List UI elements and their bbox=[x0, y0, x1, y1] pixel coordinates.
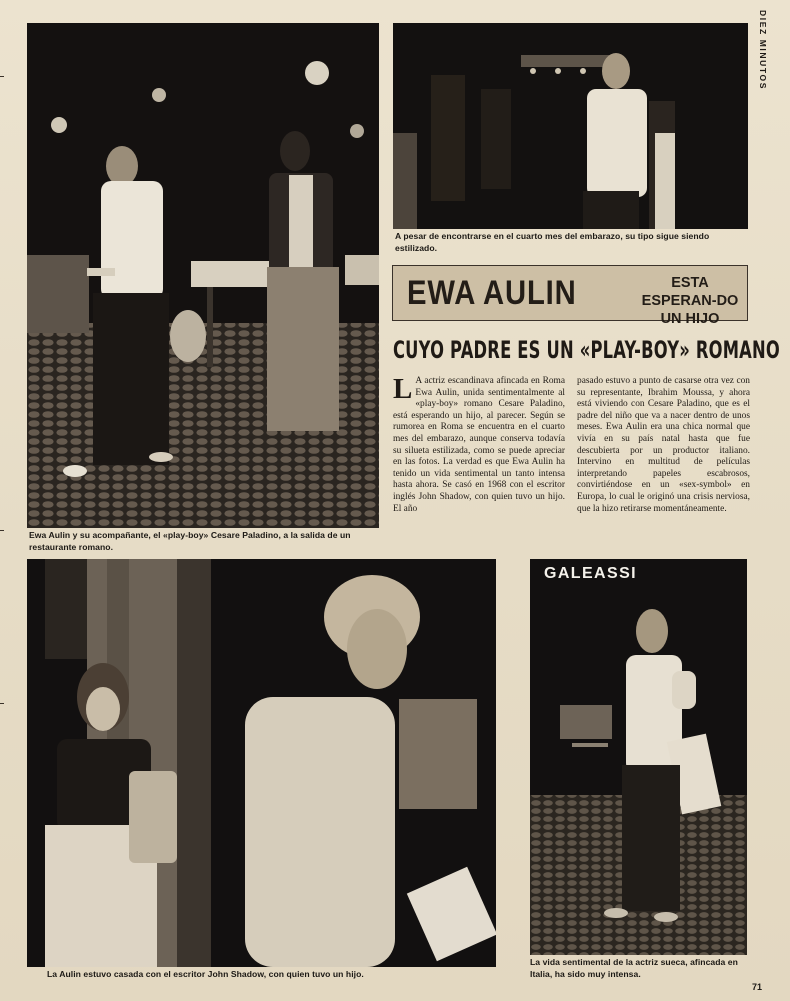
photo-street-night-image bbox=[393, 23, 748, 229]
margin-tick bbox=[0, 530, 4, 531]
photo-credit-galeassi: GALEASSI bbox=[544, 565, 637, 582]
photo-street-night bbox=[393, 23, 748, 229]
column-1-text: A actriz escandinava afincada en Roma Ewa Aulin, unida sentimentalmente al «play-boy» romano Cesare Paladino, está esperando un hijo, al parecer. Según se rumorea en Roma se encuentra en el cuarto mes del embarazo, aunque conserva todavía su silueta estilizada, como se puede apreciar en las fotos. La verdad es que Ewa Aulin ha tenido un vida sentimental un tanto intensa hasta ahora. Se casó en 1968 con el escritor inglés John Shadow, con quien tuvo un hijo. El año bbox=[393, 376, 565, 514]
photo-walking bbox=[530, 559, 747, 955]
article-column-1 bbox=[393, 373, 565, 515]
running-head: DIEZ MINUTOS bbox=[758, 10, 768, 90]
caption-bottom-right: La vida sentimental de la actriz sueca, afincada en Italia, ha sido muy intensa. bbox=[530, 957, 738, 979]
caption-bottom-left: La Aulin estuvo casada con el escritor John Shadow, con quien tuvo un hijo. bbox=[47, 969, 364, 979]
margin-tick bbox=[0, 703, 4, 704]
photo-doorway-image bbox=[27, 559, 496, 967]
photo-restaurant-exit bbox=[27, 23, 379, 528]
margin-tick bbox=[0, 76, 4, 77]
banner-subtitle: ESTA ESPERAN-DO UN HIJO bbox=[641, 275, 739, 327]
photo-restaurant-exit-image bbox=[27, 23, 379, 528]
article-banner bbox=[392, 265, 748, 327]
banner-actress-name: EWA AULIN bbox=[407, 274, 577, 312]
photo-doorway bbox=[27, 559, 496, 967]
page-number: 71 bbox=[752, 982, 763, 992]
article-column-2 bbox=[577, 376, 750, 515]
photo-walking-image bbox=[530, 559, 747, 955]
caption-top-right: A pesar de encontrarse en el cuarto mes del embarazo, su tipo sigue siendo estilizado. bbox=[395, 231, 710, 253]
headline: CUYO PADRE ES UN «PLAY-BOY» ROMANO bbox=[393, 336, 780, 364]
column-2-text: pasado estuvo a punto de casarse otra vez con su representante, Ibrahim Moussa, y ahora está viviendo con Cesare Paladino, que es el padre del niño que va a nacer dentro de unos meses. Ewa Aulin era una chica normal que vivía en su país natal hasta que fue descubierta por un productor italiano. Intervino en multitud de películas interpretando papeles escabrosos, convirtiéndose en un «sex-symbol» en Europa, lo cual le originó una crisis nerviosa, que la hizo retirarse momentáneamente. bbox=[577, 376, 750, 514]
drop-cap: L bbox=[393, 373, 413, 405]
caption-top-left: Ewa Aulin y su acompañante, el «play-boy» Cesare Paladino, a la salida de un restaurante romano. bbox=[29, 530, 351, 552]
